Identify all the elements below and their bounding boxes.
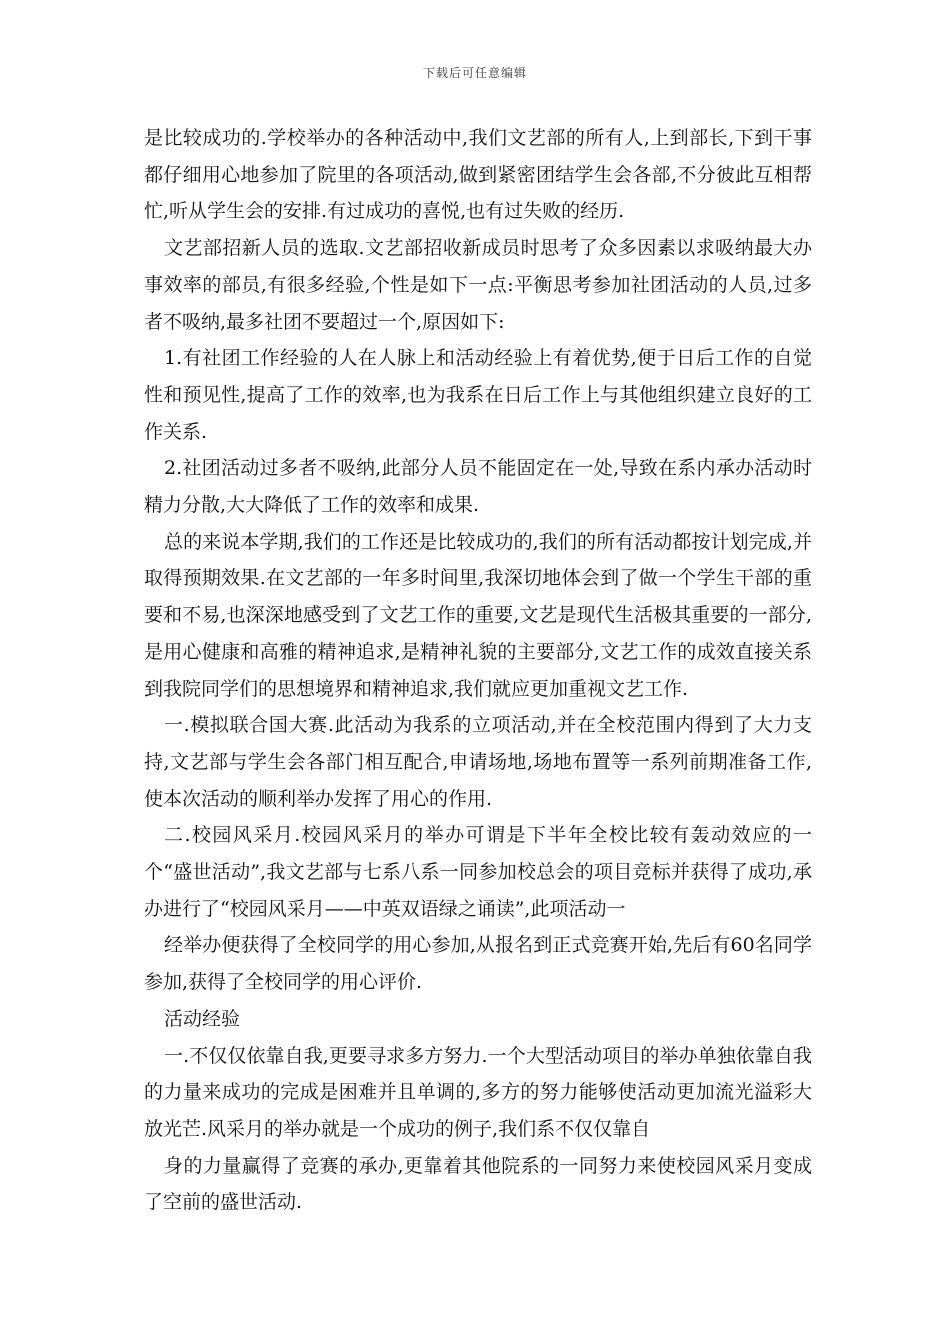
paragraph: 一.模拟联合国大赛.此活动为我系的立项活动,并在全校范围内得到了大力支持,文艺部与学生会各部门相互配合,申请场地,场地布置等一系列前期准备工作,使本次活动的顺利举办发挥了用心的作用. <box>144 714 812 810</box>
paragraph: 经举办便获得了全校同学的用心参加,从报名到正式竞赛开始,先后有60名同学参加,获得了全校同学的用心评价. <box>144 934 812 994</box>
paragraph: 二.校园风采月.校园风采月的举办可谓是下半年全校比较有轰动效应的一个“盛世活动”,我文艺部与七系八系一同参加校总会的项目竞标并获得了成功,承办进行了“校园风采月——中英双语绿之诵读”,此项活动一 <box>144 824 812 920</box>
document-body <box>144 120 812 1221</box>
paragraph: 1.有社团工作经验的人在人脉上和活动经验上有着优势,便于日后工作的自觉性和预见性,提高了工作的效率,也为我系在日后工作上与其他组织建立良好的工作关系. <box>144 347 812 443</box>
page-header: 下载后可任意编辑 <box>422 66 527 80</box>
paragraph: 身的力量赢得了竞赛的承办,更靠着其他院系的一同努力来使校园风采月变成了空前的盛世活动. <box>144 1154 812 1214</box>
paragraph: 文艺部招新人员的选取.文艺部招收新成员时思考了众多因素以求吸纳最大办事效率的部员,有很多经验,个性是如下一点:平衡思考参加社团活动的人员,过多者不吸纳,最多社团不要超过一个,原因如下: <box>144 237 812 333</box>
section-heading: 活动经验 <box>164 1007 241 1030</box>
paragraph: 是比较成功的.学校举办的各种活动中,我们文艺部的所有人,上到部长,下到干事都仔细用心地参加了院里的各项活动,做到紧密团结学生会各部,不分彼此互相帮忙,听从学生会的安排.有过成功的喜悦,也有过失败的经历. <box>144 127 812 223</box>
paragraph: 2.社团活动过多者不吸纳,此部分人员不能固定在一处,导致在系内承办活动时精力分散,大大降低了工作的效率和成果. <box>144 457 812 517</box>
paragraph: 一.不仅仅依靠自我,更要寻求多方努力.一个大型活动项目的举办单独依靠自我的力量来成功的完成是困难并且单调的,多方的努力能够使活动更加流光溢彩大放光芒.风采月的举办就是一个成功的例子,我们系不仅仅靠自 <box>144 1044 812 1140</box>
paragraph: 总的来说本学期,我们的工作还是比较成功的,我们的所有活动都按计划完成,并取得预期效果.在文艺部的一年多时间里,我深切地体会到了做一个学生干部的重要和不易,也深深地感受到了文艺工作的重要,文艺是现代生活极其重要的一部分,是用心健康和高雅的精神追求,是精神礼貌的主要部分,文艺工作的成效直接关系到我院同学们的思想境界和精神追求,我们就应更加重视文艺工作. <box>144 530 812 700</box>
